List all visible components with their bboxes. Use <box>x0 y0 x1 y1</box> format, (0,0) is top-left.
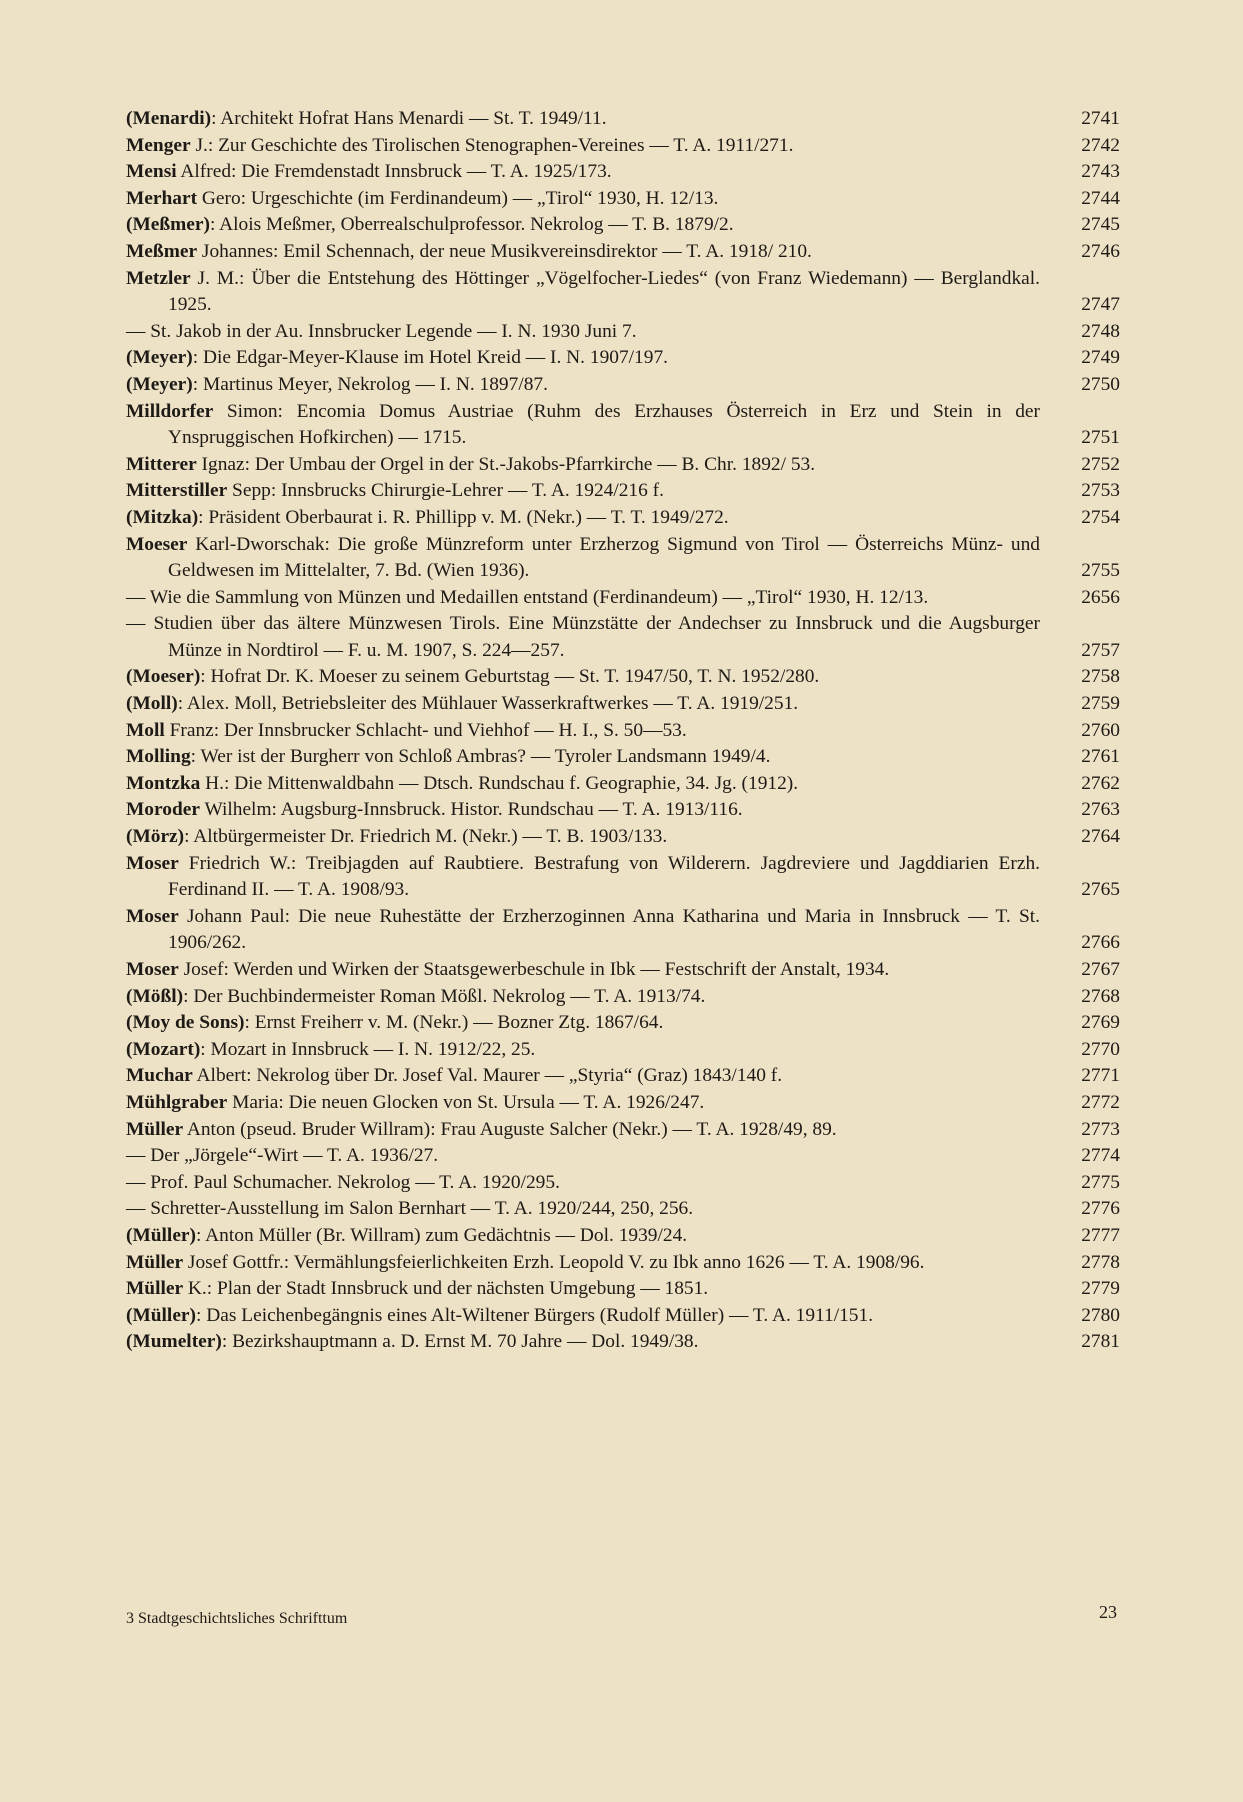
bibliography-entry <box>126 1117 1120 1144</box>
entry-author: Mitterer <box>126 453 197 475</box>
entry-title: Karl-Dworschak: Die große Münzreform unter Erzherzog Sigmund von Tirol — Österreichs Münz- und Geldwesen im Mittelalter, 7. Bd. (Wien 1936). <box>168 533 1040 582</box>
bibliography-entry <box>126 718 1120 745</box>
entry-number: 2755 <box>1081 560 1120 582</box>
bibliography-entry <box>126 744 1120 771</box>
entry-text <box>126 399 1064 452</box>
entry-title: — Studien über das ältere Münzwesen Tirols. Eine Münzstätte der Andechser zu Innsbruck und die Augsburger Münze in Nordtirol — F. u. M. 1907, S. 224—257. <box>126 613 1040 661</box>
entry-author: Montzka <box>126 772 201 794</box>
bibliography-entry <box>126 505 1120 532</box>
entry-text <box>126 186 1064 213</box>
entry-author: (Meyer) <box>126 347 193 369</box>
entry-number: 2758 <box>1081 666 1120 688</box>
entry-text <box>126 1117 1064 1144</box>
entry-author: (Moll) <box>126 693 178 715</box>
entry-title: Albert: Nekrolog über Dr. Josef Val. Maurer — „Styria“ (Graz) 1843/140 f. <box>192 1065 783 1087</box>
entry-number: 2771 <box>1081 1065 1120 1087</box>
entry-author: Müller <box>126 1251 184 1273</box>
entry-text <box>126 532 1064 585</box>
entry-title: : Martinus Meyer, Nekrolog — I. N. 1897/87. <box>192 373 548 395</box>
entry-title: : Die Edgar-Meyer-Klause im Hotel Kreid — I. N. 1907/197. <box>192 347 668 369</box>
entry-author: (Mößl) <box>126 985 184 1007</box>
bibliography-entry <box>126 452 1120 479</box>
entry-text <box>126 159 1064 186</box>
entry-title: : Architekt Hofrat Hans Menardi — St. T. 1949/11. <box>211 108 607 129</box>
entry-number: 2767 <box>1081 959 1120 980</box>
entry-title: : Altbürgermeister Dr. Friedrich M. (Nekr.) — T. B. 1903/133. <box>184 826 668 848</box>
entry-text <box>126 1250 1064 1277</box>
entry-title: : Der Buchbindermeister Roman Mößl. Nekrolog — T. A. 1913/74. <box>183 985 706 1007</box>
entry-author: Muchar <box>126 1065 193 1087</box>
bibliography-list <box>126 106 1120 1356</box>
bibliography-entry <box>126 1196 1120 1223</box>
entry-number: 2743 <box>1081 161 1120 183</box>
entry-number: 2763 <box>1081 799 1120 821</box>
entry-author: (Meyer) <box>126 373 193 395</box>
entry-title: Johann Paul: Die neue Ruhestätte der Erzherzoginnen Anna Katharina und Maria in Innsbruck — T. St. 1906/262. <box>168 905 1040 954</box>
entry-number: 2746 <box>1081 240 1120 262</box>
entry-number: 2774 <box>1081 1145 1120 1167</box>
entry-text <box>126 718 1064 745</box>
entry-title: : Ernst Freiherr v. M. (Nekr.) — Bozner Ztg. 1867/64. <box>244 1012 664 1034</box>
bibliography-entry <box>126 1037 1120 1064</box>
bibliography-entry <box>126 664 1120 691</box>
entry-text <box>126 691 1064 718</box>
entry-text <box>126 1010 1064 1037</box>
entry-title: J.: Zur Geschichte des Tirolischen Stenographen-Vereines — T. A. 1911/271. <box>190 134 794 156</box>
entry-text <box>126 133 1064 160</box>
entry-text <box>126 319 1064 346</box>
entry-title: : Alois Meßmer, Oberrealschulprofessor. Nekrolog — T. B. 1879/2. <box>209 214 734 236</box>
entry-number: 2776 <box>1081 1198 1120 1220</box>
bibliography-entry <box>126 1223 1120 1250</box>
entry-author: Milldorfer <box>126 400 214 422</box>
entry-author: (Menardi) <box>126 108 212 129</box>
entry-author: Metzler <box>126 267 191 289</box>
page-number: 23 <box>1099 1602 1117 1622</box>
entry-author: Mühlgraber <box>126 1091 228 1113</box>
entry-number: 2765 <box>1081 879 1120 901</box>
entry-number: 2766 <box>1081 932 1120 954</box>
bibliography-entry <box>126 1276 1120 1303</box>
entry-text <box>126 1276 1064 1303</box>
entry-number: 2751 <box>1081 427 1120 449</box>
entry-text <box>126 266 1064 319</box>
entry-text <box>126 771 1064 798</box>
entry-text <box>126 212 1064 239</box>
entry-author: (Mitzka) <box>126 506 199 528</box>
entry-text <box>126 1143 1064 1170</box>
entry-title: Franz: Der Innsbrucker Schlacht- und Viehhof — H. I., S. 50—53. <box>164 719 687 741</box>
bibliography-entry <box>126 345 1120 372</box>
entry-title: : Bezirkshauptmann a. D. Ernst M. 70 Jahre — Dol. 1949/38. <box>221 1331 699 1353</box>
bibliography-entry <box>126 824 1120 851</box>
entry-text <box>126 744 1064 771</box>
entry-author: Moroder <box>126 799 200 821</box>
entry-text <box>126 984 1064 1011</box>
bibliography-entry <box>126 212 1120 239</box>
bibliography-entry <box>126 904 1120 957</box>
entry-number: 2761 <box>1081 746 1120 768</box>
entry-title: Johannes: Emil Schennach, der neue Musikvereinsdirektor — T. A. 1918/ 210. <box>197 240 812 262</box>
entry-text <box>126 106 1064 133</box>
entry-title: : Wer ist der Burgherr von Schloß Ambras? — Tyroler Landsmann 1949/4. <box>190 746 771 768</box>
entry-number: 2760 <box>1081 719 1120 741</box>
entry-title: Ignaz: Der Umbau der Orgel in der St.-Jakobs-Pfarrkirche — B. Chr. 1892/ 53. <box>196 453 816 475</box>
entry-author: Molling <box>126 746 191 768</box>
entry-number: 2745 <box>1081 214 1120 236</box>
entry-text <box>126 1063 1064 1090</box>
entry-text <box>126 797 1064 824</box>
entry-title: Sepp: Innsbrucks Chirurgie-Lehrer — T. A. 1924/216 f. <box>227 480 664 502</box>
entry-text <box>126 478 1064 505</box>
bibliography-entry <box>126 266 1120 319</box>
entry-author: Moeser <box>126 533 188 555</box>
entry-number: 2747 <box>1081 294 1120 316</box>
bibliography-entry <box>126 532 1120 585</box>
entry-text <box>126 505 1064 532</box>
entry-title: J. M.: Über die Entstehung des Höttinger „Vögelfocher-Liedes“ (von Franz Wiedemann) — Berglandkal. 1925. <box>168 267 1040 316</box>
entry-number: 2742 <box>1081 134 1120 156</box>
entry-text <box>126 1196 1064 1223</box>
entry-title: Josef: Werden und Wirken der Staatsgewerbeschule in Ibk — Festschrift der Anstalt, 1934. <box>178 959 890 980</box>
entry-number: 2759 <box>1081 693 1120 715</box>
bibliography-entry <box>126 585 1120 612</box>
entry-title: — Der „Jörgele“-Wirt — T. A. 1936/27. <box>126 1145 439 1167</box>
entry-number: 2754 <box>1081 506 1120 528</box>
entry-text <box>126 1223 1064 1250</box>
bibliography-entry <box>126 239 1120 266</box>
entry-text <box>126 239 1064 266</box>
entry-title: Gero: Urgeschichte (im Ferdinandeum) — „Tirol“ 1930, H. 12/13. <box>197 187 719 209</box>
entry-text <box>126 345 1064 372</box>
bibliography-entry <box>126 399 1120 452</box>
entry-number: 2750 <box>1081 373 1120 395</box>
bibliography-entry <box>126 106 1120 133</box>
entry-author: Mitterstiller <box>126 480 228 502</box>
entry-text <box>126 1037 1064 1064</box>
entry-text <box>126 1170 1064 1197</box>
entry-number: 2656 <box>1081 586 1120 608</box>
entry-number: 2752 <box>1081 453 1120 475</box>
bibliography-entry <box>126 478 1120 505</box>
entry-title: — Prof. Paul Schumacher. Nekrolog — T. A. 1920/295. <box>126 1171 560 1193</box>
bibliography-entry <box>126 372 1120 399</box>
entry-author: Moser <box>126 959 179 980</box>
entry-number: 2741 <box>1081 108 1120 129</box>
entry-author: (Mumelter) <box>126 1331 222 1353</box>
entry-number: 2768 <box>1081 985 1120 1007</box>
entry-number: 2772 <box>1081 1091 1120 1113</box>
entry-title: Simon: Encomia Domus Austriae (Ruhm des Erzhauses Österreich in Erz und Stein in der Ynspruggischen Hofkirchen) — 1715. <box>168 400 1040 449</box>
entry-title: — Wie die Sammlung von Münzen und Medaillen entstand (Ferdinandeum) — „Tirol“ 1930, H. 12/13. <box>126 586 929 608</box>
entry-number: 2753 <box>1081 480 1120 502</box>
entry-author: Müller <box>126 1118 184 1140</box>
entry-title: — Schretter-Ausstellung im Salon Bernhart — T. A. 1920/244, 250, 256. <box>126 1198 694 1220</box>
entry-number: 2781 <box>1081 1331 1120 1353</box>
entry-text <box>126 904 1064 957</box>
entry-author: Moser <box>126 905 179 927</box>
entry-author: Moser <box>126 852 179 874</box>
entry-title: : Alex. Moll, Betriebsleiter des Mühlauer Wasserkraftwerkes — T. A. 1919/251. <box>177 693 799 715</box>
entry-title: Friedrich W.: Treibjagden auf Raubtiere. Bestrafung von Wilderern. Jagdreviere und Jagddiarien Erzh. Ferdinand II. — T. A. 1908/93. <box>168 852 1040 901</box>
entry-number: 2757 <box>1081 639 1120 661</box>
bibliography-entry <box>126 851 1120 904</box>
bibliography-entry <box>126 1170 1120 1197</box>
entry-text <box>126 957 1064 984</box>
entry-author: Merhart <box>126 187 198 209</box>
entry-author: Müller <box>126 1278 184 1300</box>
entry-number: 2773 <box>1081 1118 1120 1140</box>
entry-author: Meßmer <box>126 240 198 262</box>
bibliography-entry <box>126 1063 1120 1090</box>
entry-author: (Meßmer) <box>126 214 210 236</box>
entry-title: Anton (pseud. Bruder Willram): Frau Auguste Salcher (Nekr.) — T. A. 1928/49, 89. <box>183 1118 837 1140</box>
footer-signature: 3 Stadtgeschichtsliches Schrifttum <box>126 1610 348 1627</box>
entry-text <box>126 611 1064 664</box>
entry-number: 2764 <box>1081 826 1120 848</box>
entry-text <box>126 851 1064 904</box>
entry-text <box>126 1303 1064 1330</box>
bibliography-entry <box>126 1329 1120 1356</box>
entry-title: : Hofrat Dr. K. Moeser zu seinem Geburtstag — St. T. 1947/50, T. N. 1952/280. <box>200 666 820 688</box>
bibliography-entry <box>126 771 1120 798</box>
entry-author: Moll <box>126 719 165 741</box>
bibliography-entry <box>126 1303 1120 1330</box>
bibliography-entry <box>126 1090 1120 1117</box>
entry-author: (Mozart) <box>126 1038 201 1060</box>
entry-author: (Müller) <box>126 1304 196 1326</box>
bibliography-entry <box>126 186 1120 213</box>
entry-number: 2777 <box>1081 1224 1120 1246</box>
bibliography-entry <box>126 691 1120 718</box>
entry-number: 2749 <box>1081 347 1120 369</box>
entry-text <box>126 824 1064 851</box>
bibliography-entry <box>126 133 1120 160</box>
entry-number: 2780 <box>1081 1304 1120 1326</box>
entry-number: 2762 <box>1081 772 1120 794</box>
entry-number: 2779 <box>1081 1278 1120 1300</box>
entry-title: Alfred: Die Fremdenstadt Innsbruck — T. A. 1925/173. <box>176 161 612 183</box>
entry-author: (Moy de Sons) <box>126 1012 245 1034</box>
entry-title: : Präsident Oberbaurat i. R. Phillipp v. M. (Nekr.) — T. T. 1949/272. <box>198 506 729 528</box>
entry-text <box>126 664 1064 691</box>
entry-number: 2770 <box>1081 1038 1120 1060</box>
entry-title: : Mozart in Innsbruck — I. N. 1912/22, 25. <box>200 1038 536 1060</box>
entry-text <box>126 585 1064 612</box>
bibliography-entry <box>126 1010 1120 1037</box>
entry-number: 2769 <box>1081 1012 1120 1034</box>
bibliography-entry <box>126 1143 1120 1170</box>
entry-title: — St. Jakob in der Au. Innsbrucker Legende — I. N. 1930 Juni 7. <box>126 320 637 342</box>
entry-number: 2748 <box>1081 320 1120 342</box>
entry-text <box>126 372 1064 399</box>
bibliography-entry <box>126 797 1120 824</box>
entry-number: 2775 <box>1081 1171 1120 1193</box>
entry-text <box>126 452 1064 479</box>
entry-title: : Anton Müller (Br. Willram) zum Gedächtnis — Dol. 1939/24. <box>196 1224 688 1246</box>
entry-number: 2778 <box>1081 1251 1120 1273</box>
entry-title: H.: Die Mittenwaldbahn — Dtsch. Rundschau f. Geographie, 34. Jg. (1912). <box>200 772 799 794</box>
bibliography-entry <box>126 984 1120 1011</box>
entry-author: (Moeser) <box>126 666 201 688</box>
bibliography-entry <box>126 159 1120 186</box>
entry-title: Maria: Die neuen Glocken von St. Ursula — T. A. 1926/247. <box>227 1091 705 1113</box>
entry-author: (Müller) <box>126 1224 196 1246</box>
bibliography-entry <box>126 957 1120 984</box>
bibliography-entry <box>126 1250 1120 1277</box>
entry-text <box>126 1329 1064 1356</box>
entry-author: Mensi <box>126 161 177 183</box>
entry-title: Wilhelm: Augsburg-Innsbruck. Histor. Rundschau — T. A. 1913/116. <box>199 799 743 821</box>
entry-author: (Mörz) <box>126 826 185 848</box>
entry-number: 2744 <box>1081 187 1120 209</box>
bibliography-entry <box>126 611 1120 664</box>
entry-text <box>126 1090 1064 1117</box>
bibliography-entry <box>126 319 1120 346</box>
entry-title: Josef Gottfr.: Vermählungsfeierlichkeiten Erzh. Leopold V. zu Ibk anno 1626 — T. A. 1908/96. <box>183 1251 925 1273</box>
entry-title: : Das Leichenbegängnis eines Alt-Wiltener Bürgers (Rudolf Müller) — T. A. 1911/151. <box>196 1304 874 1326</box>
entry-author: Menger <box>126 134 191 156</box>
entry-title: K.: Plan der Stadt Innsbruck und der nächsten Umgebung — 1851. <box>183 1278 709 1300</box>
